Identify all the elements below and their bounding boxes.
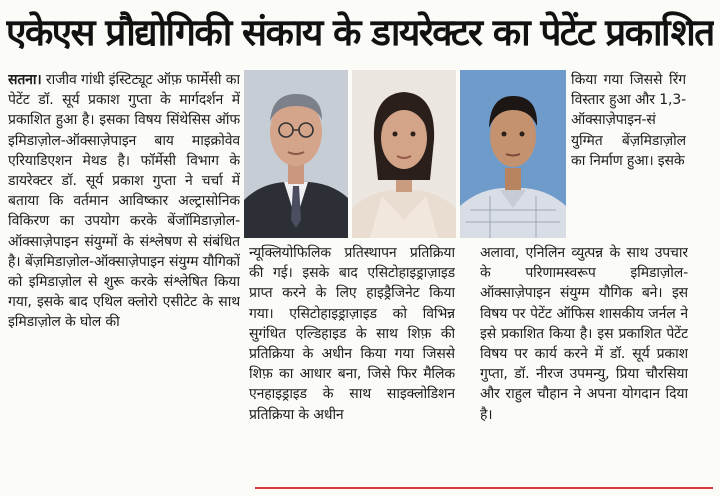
article-column-2 (249, 243, 455, 479)
column-3-bottom-text: अलावा, एनिलिन व्युत्पन्न के साथ उपचार के परिणामस्वरूप इमिडाज़ोल-ऑक्साज़ेपाइन संयुग्म यौगिक बने। इस विषय पर पेटेंट ऑफिस शासकीय जर्नल ने इसे प्रकाशित किया है। इस प्रकाशित पेटेंट विषय पर कार्य करने में डॉ. सूर्य प्रकाश गुप्ता, डॉ. नीरज उपमन्यु, प्रिया चौरसिया और राहुल चौहान ने अपना योगदान दिया है। (480, 245, 688, 423)
photo-strip (244, 70, 566, 238)
portrait-man-glasses-image (244, 70, 348, 238)
portrait-photo-young-man (460, 70, 566, 238)
article-column-1 (8, 70, 240, 480)
dateline: सतना। (8, 72, 42, 88)
column-3-top-text: किया गया जिससे रिंग विस्तार हुआ और 1,3-ऑक्साज़ेपाइन-सं युग्मित बेंज़मिडाज़ोल का निर्माण हुआ। इसके (571, 72, 686, 169)
column-2-text: न्यूक्लियोफिलिक प्रतिस्थापन प्रतिक्रिया की गई। इसके बाद एसिटोहाइड्राज़ाइड प्राप्त करने के लिए हाइड्रैजिनेट किया गया। एसिटोहाइड्राज़ाइड को विभिन्न सुगंधित एल्डिहाइड के साथ शिफ़ की प्रतिक्रिया के अधीन किया गया जिससे शिफ़ का आधार बना, जिसे फिर मैलिक एनहाइड्राइड के साथ साइक्लोडिशन प्रतिक्रिया के अधीन (249, 245, 455, 423)
column-1-text: राजीव गांधी इंस्टिट्यूट ऑफ़ फार्मेसी का पेटेंट डॉ. सूर्य प्रकाश गुप्ता के मार्गदर्शन में प्रकाशित हुआ है। इसका विषय सिंथेसिस ऑफ इमिडाज़ोल-ऑक्साज़ेपाइन बाय माइक्रोवेव एरियाडिएशन मेथड है। फॉर्मेसी विभाग के डायरेक्टर डॉ. सूर्य प्रकाश गुप्ता ने चर्चा में बताया कि वर्तमान आविष्कार अल्ट्रासोनिक विकिरण का उपयोग करके बेंजॉमिडाज़ोल-ऑक्साज़ेपाइन संयुग्मों के संश्लेषण से संबंधित है। बेंज़मिडाज़ोल-ऑक्साज़ेपाइन संयुग्म यौगिकों को इमिडाज़ोल से शुरू करके संश्लेषित किया गया, इसके बाद एथिल क्लोरो एसीटेट के साथ इमिडाज़ोल के घोल की (8, 72, 240, 331)
headline: एकेएस प्रौद्योगिकी संकाय के डायरेक्टर का पेटेंट प्रकाशित (6, 11, 714, 54)
portrait-photo-woman (352, 70, 456, 238)
portrait-woman-image (352, 70, 456, 238)
article-column-3-top (571, 70, 686, 240)
portrait-photo-man-with-glasses (244, 70, 348, 238)
portrait-young-man-image (460, 70, 566, 238)
article-column-3-bottom (480, 243, 688, 479)
bottom-divider (255, 487, 713, 493)
